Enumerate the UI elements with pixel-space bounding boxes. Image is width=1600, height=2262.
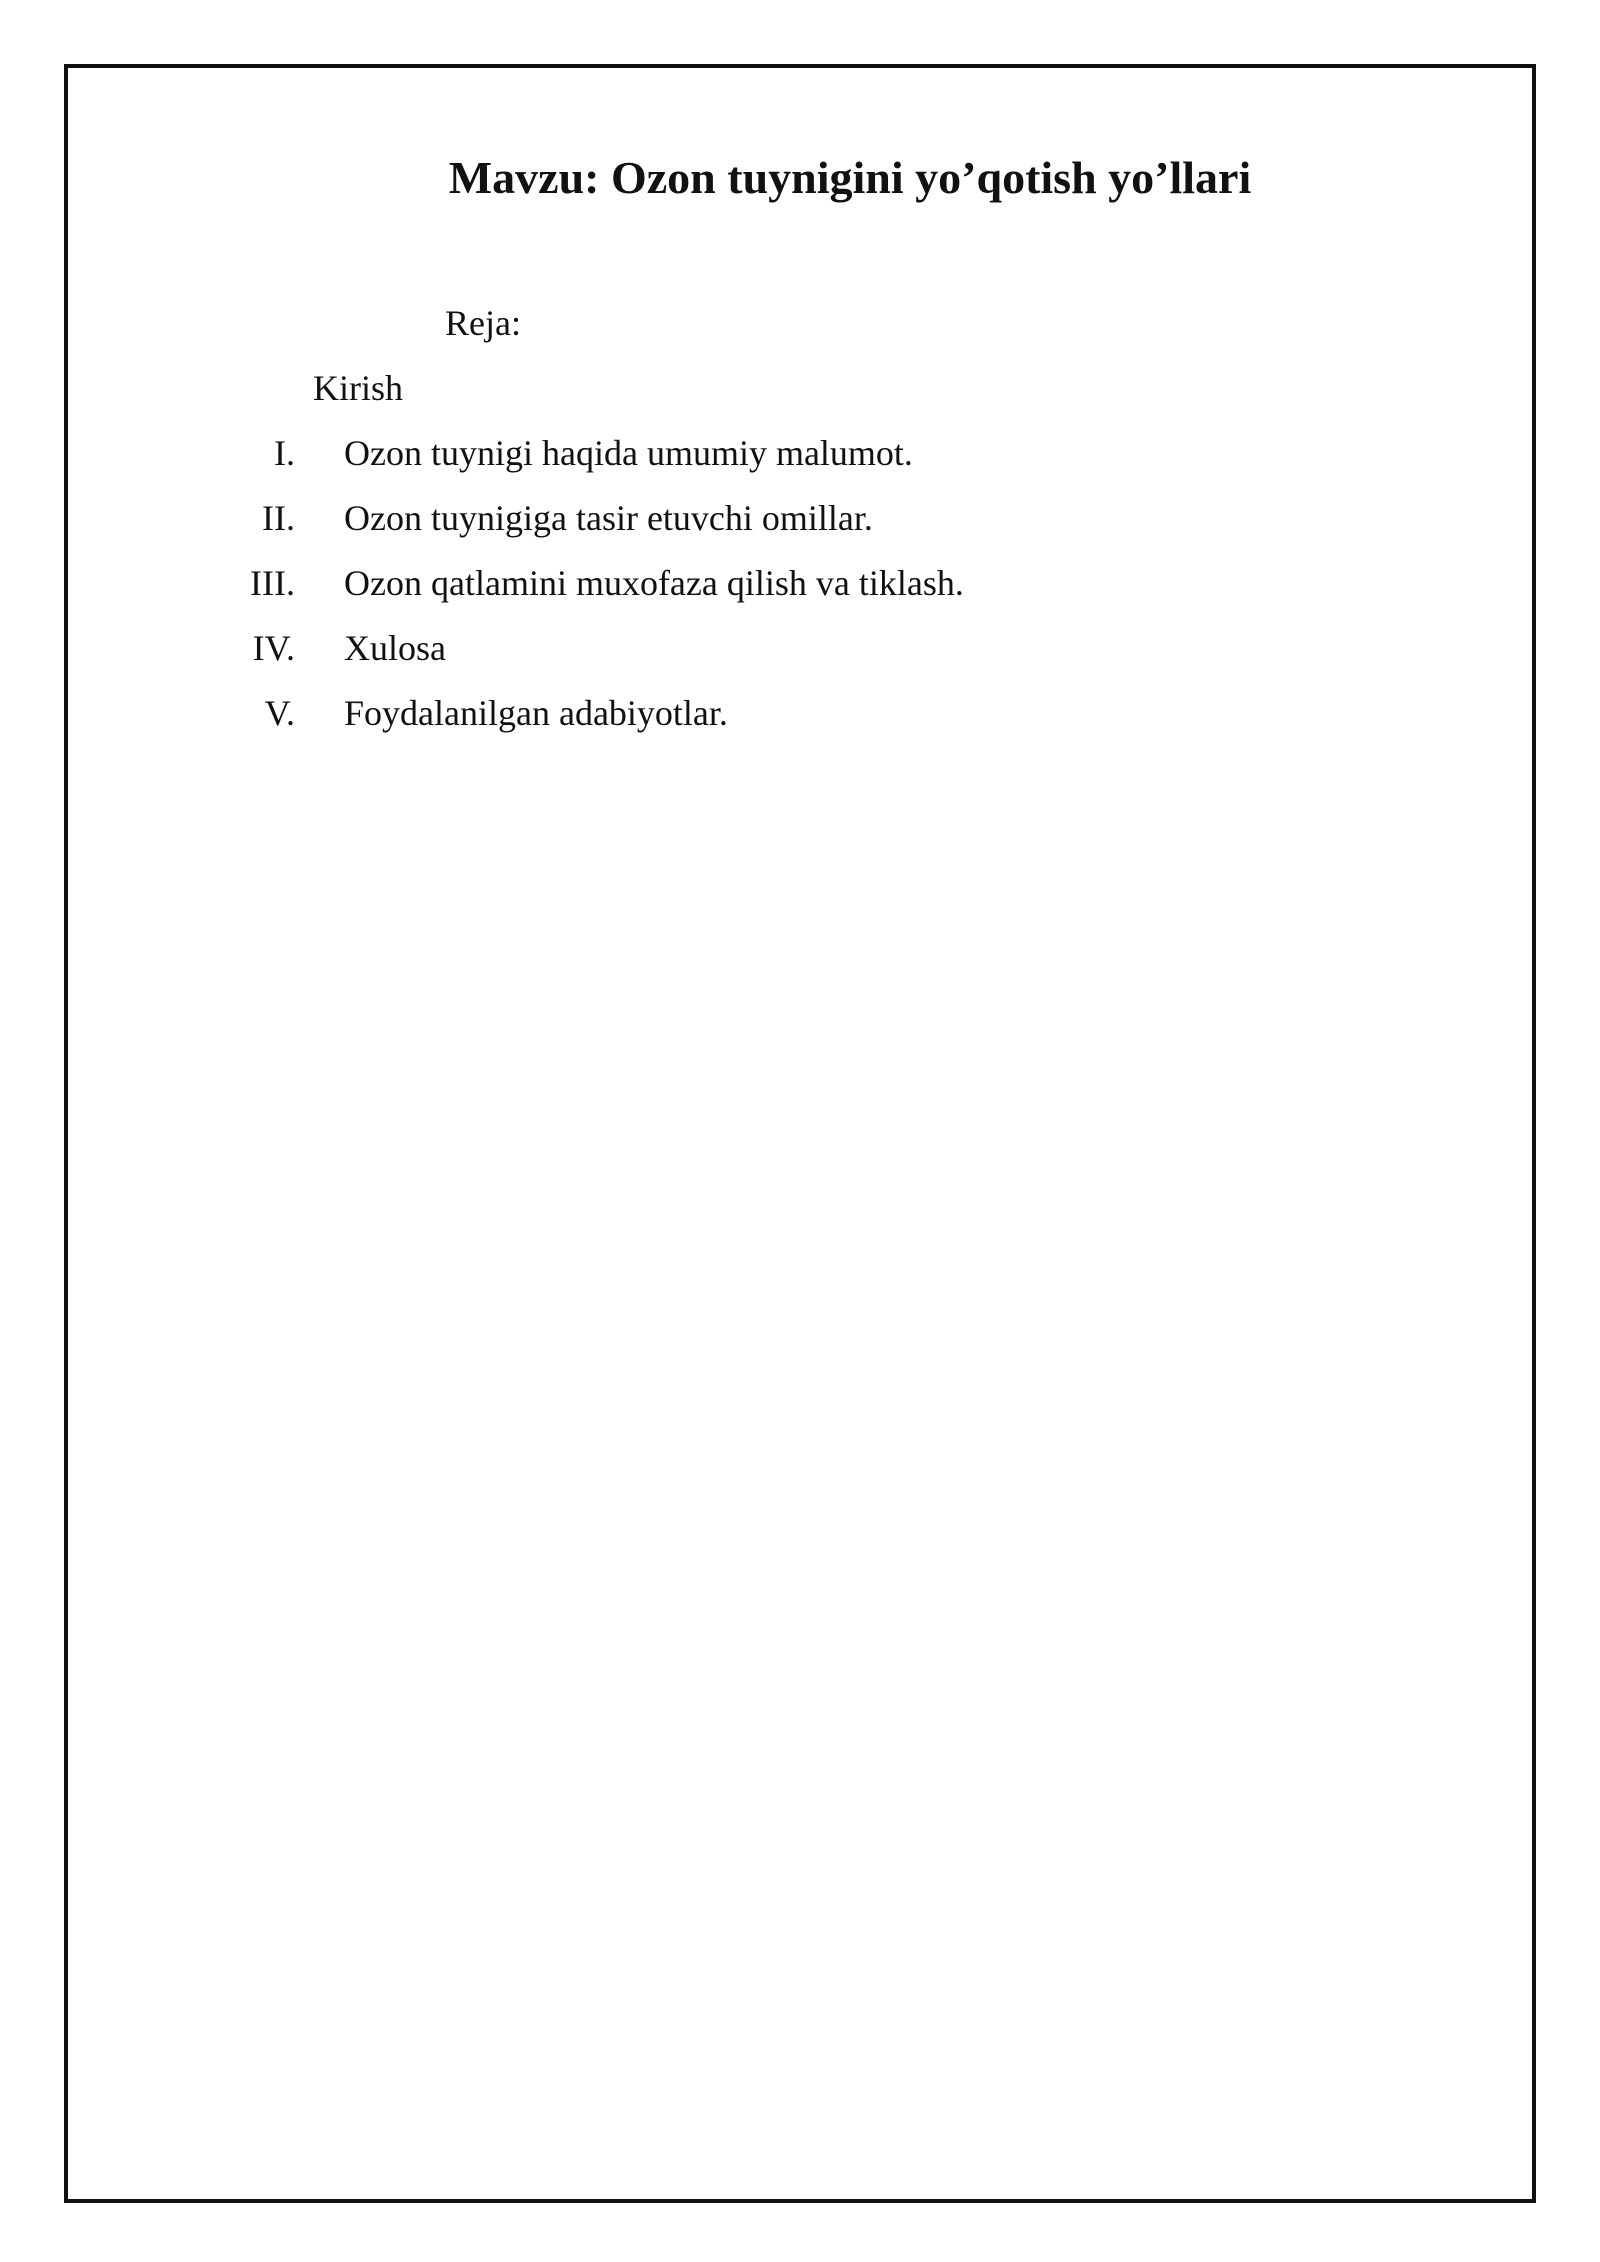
plan-item-number: I. — [274, 433, 295, 473]
plan-item-number: IV. — [252, 628, 295, 668]
plan-item-number: V. — [264, 693, 295, 733]
plan-item — [0, 690, 1600, 755]
plan-item — [0, 430, 1600, 495]
plan-item — [0, 560, 1600, 625]
plan-label: Reja: — [445, 303, 521, 343]
plan-item-number: III. — [250, 563, 295, 603]
plan-list — [0, 430, 1600, 755]
plan-item-text: Ozon qatlamini muxofaza qilish va tiklash. — [344, 563, 964, 603]
plan-item-number: II. — [262, 498, 295, 538]
plan-item-text: Ozon tuynigi haqida umumiy malumot. — [344, 433, 913, 473]
document-title: Mavzu: Ozon tuynigini yo’qotish yo’llari — [448, 152, 1252, 203]
page-border — [64, 64, 1536, 2203]
plan-item-text: Foydalanilgan adabiyotlar. — [344, 693, 728, 733]
plan-item — [0, 495, 1600, 560]
intro-item: Kirish — [313, 368, 403, 408]
plan-item — [0, 625, 1600, 690]
plan-item-text: Xulosa — [344, 628, 446, 668]
plan-item-text: Ozon tuynigiga tasir etuvchi omillar. — [344, 498, 873, 538]
